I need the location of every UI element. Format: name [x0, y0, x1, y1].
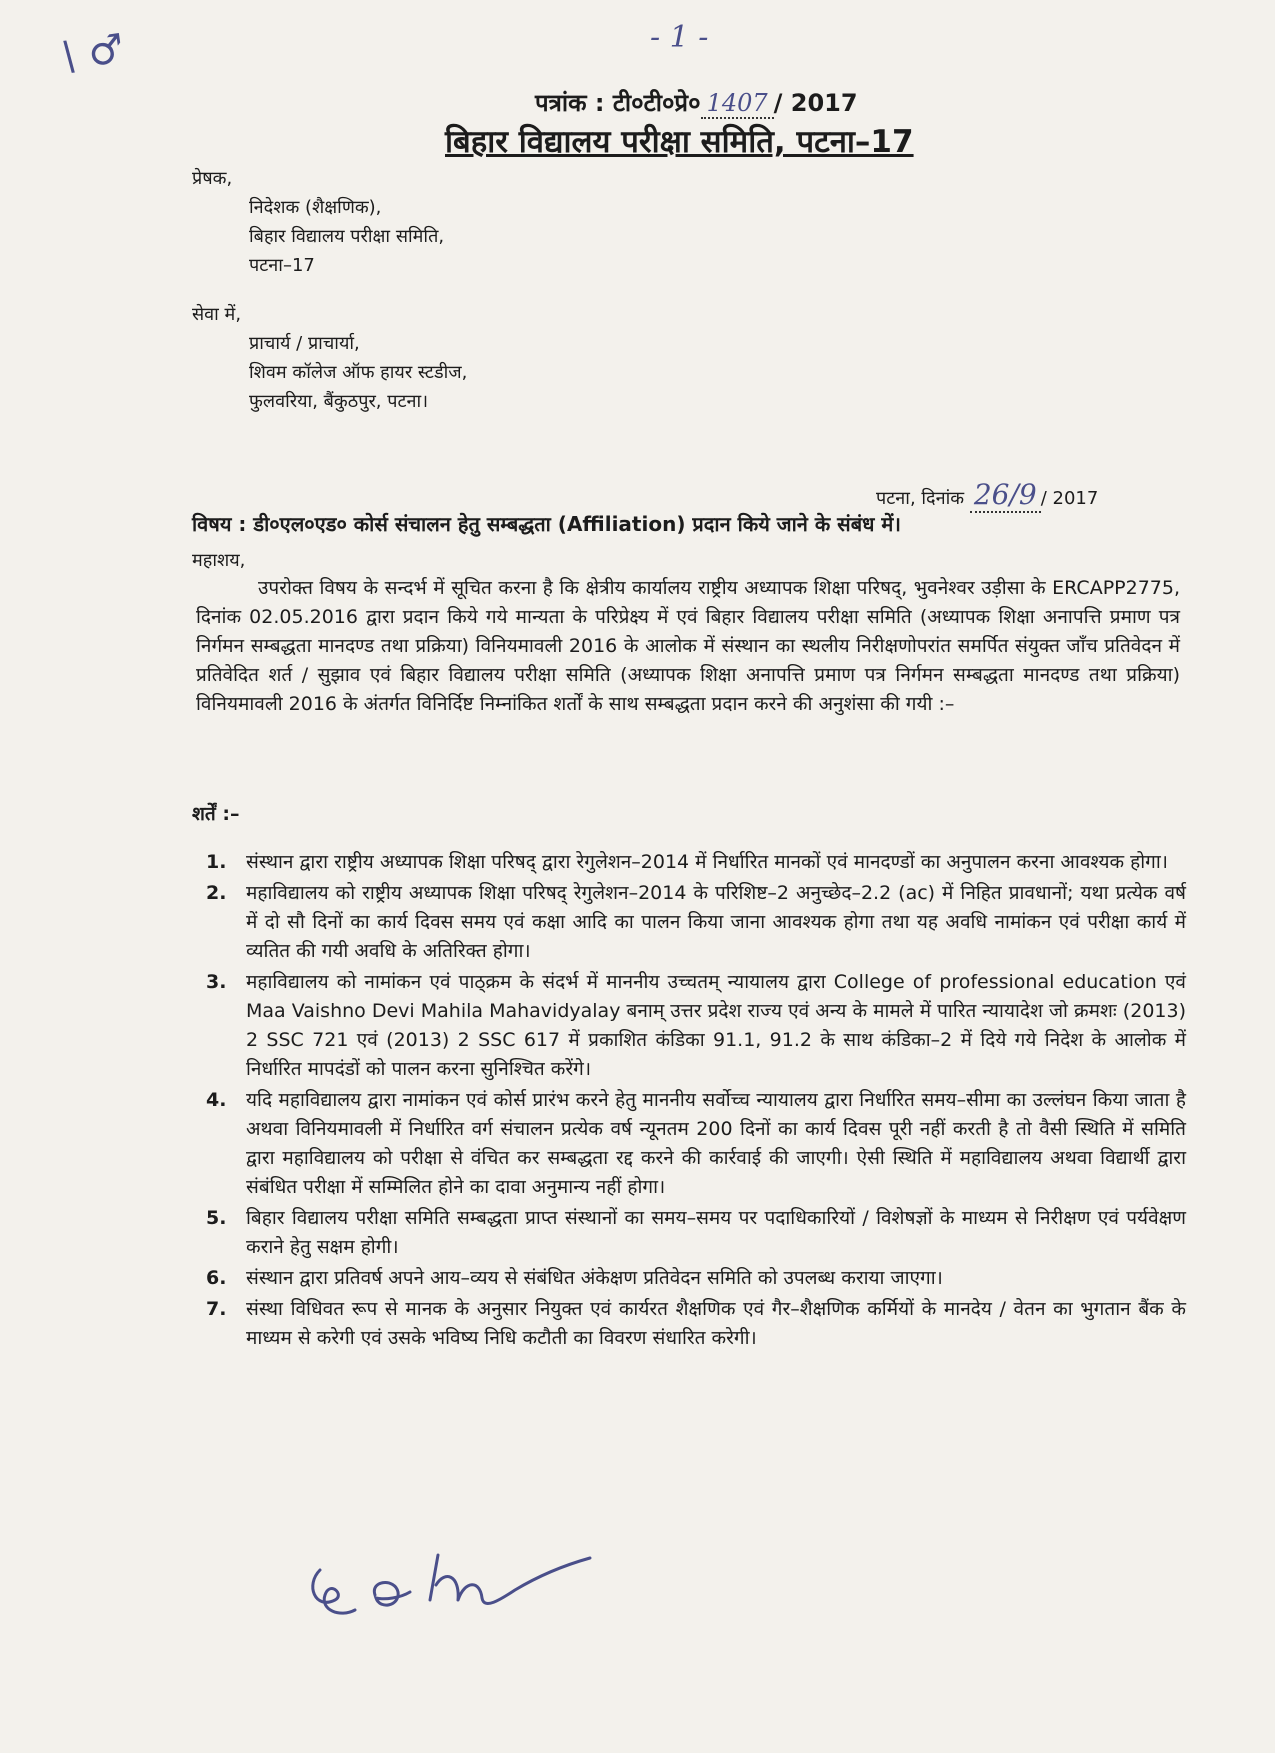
organization-title: बिहार विद्यालय परीक्षा समिति, पटना–17 [445, 124, 914, 160]
handwritten-date: 26/9 [970, 478, 1041, 513]
handwritten-signature [300, 1540, 660, 1630]
condition-item [196, 1086, 1186, 1202]
sender-label: प्रेषक, [192, 168, 233, 189]
condition-text: बिहार विद्यालय परीक्षा समिति सम्बद्धता प्राप्त संस्थानों का समय–समय पर पदाधिकारियों / विशेषज्ञों के माध्यम से निरीक्षण एवं पर्यवेक्षण कराने हेतु सक्षम होगी। [246, 1207, 1186, 1258]
condition-item [196, 1204, 1186, 1262]
recipient-line: फुलवरिया, बैंकुठपुर, पटना। [249, 391, 429, 412]
body-paragraph: उपरोक्त विषय के सन्दर्भ में सूचित करना है कि क्षेत्रीय कार्यालय राष्ट्रीय अध्यापक शिक्षा परिषद्, भुवनेश्वर उड़ीसा के ERCAPP2775, दिनांक 02.05.2016 द्वारा प्रदान किये गये मान्यता के परिप्रेक्ष्य में एवं बिहार विद्यालय परीक्षा समिति (अध्यापक शिक्षा अनापत्ति प्रमाण पत्र निर्गमन सम्बद्धता मानदण्ड तथा प्रक्रिया) विनियमावली 2016 के आलोक में संस्थान का स्थलीय निरीक्षणोपरांत समर्पित संयुक्त जाँच प्रतिवेदन में प्रतिवेदित शर्त / सुझाव एवं बिहार विद्यालय परीक्षा समिति (अध्यापक शिक्षा अनापत्ति प्रमाण पत्र निर्गमन सम्बद्धता मानदण्ड तथा प्रक्रिया) विनियमावली 2016 के अंतर्गत विनिर्दिष्ट निम्नांकित शर्तों के साथ सम्बद्धता प्रदान करने की अनुशंसा की गयी :– [196, 577, 1180, 715]
condition-number: 7. [206, 1298, 227, 1320]
reference-line [535, 86, 858, 119]
date-line [876, 478, 1098, 511]
condition-item [196, 1295, 1186, 1353]
condition-number: 6. [206, 1267, 227, 1289]
corner-handwritten-mark: \ ♂ [59, 25, 127, 81]
recipient-line: शिवम कॉलेज ऑफ हायर स्टडीज, [249, 362, 468, 383]
condition-item [196, 848, 1186, 877]
condition-text: संस्थान द्वारा प्रतिवर्ष अपने आय–व्यय से संबंधित अंकेक्षण प्रतिवेदन समिति को उपलब्ध कराया जाएगा। [246, 1267, 943, 1289]
condition-number: 1. [206, 851, 227, 873]
date-prefix: पटना, दिनांक [876, 488, 965, 509]
date-suffix: / 2017 [1040, 488, 1099, 509]
salutation: महाशय, [192, 550, 246, 571]
condition-text: महाविद्यालय को नामांकन एवं पाठ्क्रम के संदर्भ में माननीय उच्चतम् न्यायालय द्वारा College of professional education एवं Maa Vaishno Devi Mahila Mahavidyalay बनाम् उत्तर प्रदेश राज्य एवं अन्य के मामले में पारित न्यायादेश जो क्रमशः (2013) 2 SSC 721 एवं (2013) 2 SSC 617 में प्रकाशित कंडिका 91.1, 91.2 के साथ कंडिका–2 में दिये गये निदेश के आलोक में निर्धारित मापदंडों को पालन करना सुनिश्चित करेंगे। [246, 971, 1186, 1080]
reference-number: 1407 [701, 89, 774, 119]
subject-line: विषय : डी०एल०एड० कोर्स संचालन हेतु सम्बद्धता (Affiliation) प्रदान किये जाने के संबंध में। [192, 512, 901, 536]
condition-number: 2. [206, 882, 227, 904]
condition-text: संस्थान द्वारा राष्ट्रीय अध्यापक शिक्षा परिषद् द्वारा रेगुलेशन–2014 में निर्धारित मानकों एवं मानदण्डों का अनुपालन करना आवश्यक होगा। [246, 851, 1168, 873]
condition-number: 5. [206, 1207, 227, 1229]
condition-item [196, 879, 1186, 966]
page-number: - 1 - [650, 20, 709, 55]
conditions-list [196, 848, 1186, 1355]
conditions-label: शर्तें :– [192, 803, 240, 825]
sender-line: बिहार विद्यालय परीक्षा समिति, [249, 226, 445, 247]
condition-item [196, 968, 1186, 1084]
condition-text: महाविद्यालय को राष्ट्रीय अध्यापक शिक्षा परिषद् रेगुलेशन–2014 के परिशिष्ट–2 अनुच्छेद–2.2 (ac) में निहित प्रावधानों; यथा प्रत्येक वर्ष में दो सौ दिनों का कार्य दिवस समय एवं कक्षा आदि का पालन किया जाना आवश्यक होगा तथा यह अवधि नामांकन एवं परीक्षा कार्य में व्यतित की गयी अवधि के अतिरिक्त होगा। [246, 882, 1186, 962]
recipient-line: प्राचार्य / प्राचार्या, [249, 333, 360, 354]
condition-text: यदि महाविद्यालय द्वारा नामांकन एवं कोर्स प्रारंभ करने हेतु माननीय सर्वोच्च न्यायालय द्वारा निर्धारित समय–सीमा का उल्लंघन किया जाता है अथवा विनियमावली में निर्धारित वर्ग संचालन प्रत्येक वर्ष न्यूनतम 200 दिनों का कार्य दिवस पूरी नहीं करती है तो वैसी स्थिति में समिति द्वारा महाविद्यालय को परीक्षा से वंचित कर सम्बद्धता रद्द करने की कार्रवाई की जाएगी। ऐसी स्थिति में महाविद्यालय अथवा विद्यार्थी द्वारा संबंधित परीक्षा में सम्मिलित होने का दावा अनुमान्य नहीं होगा। [246, 1089, 1186, 1198]
recipient-label: सेवा में, [192, 304, 242, 325]
reference-prefix: पत्रांक : टी०टी०प्रे० [535, 89, 701, 117]
condition-text: संस्था विधिवत रूप से मानक के अनुसार नियुक्त एवं कार्यरत शैक्षणिक एवं गैर–शैक्षणिक कर्मियों के मानदेय / वेतन का भुगतान बैंक के माध्यम से करेगी एवं उसके भविष्य निधि कटौती का विवरण संधारित करेगी। [246, 1298, 1186, 1349]
condition-number: 4. [206, 1089, 227, 1111]
sender-line: निदेशक (शैक्षणिक), [249, 197, 382, 218]
reference-suffix: / 2017 [773, 89, 858, 117]
sender-block [192, 164, 444, 280]
condition-number: 3. [206, 971, 227, 993]
condition-item [196, 1264, 1186, 1293]
sender-line: पटना–17 [249, 255, 315, 276]
recipient-block [192, 300, 467, 416]
